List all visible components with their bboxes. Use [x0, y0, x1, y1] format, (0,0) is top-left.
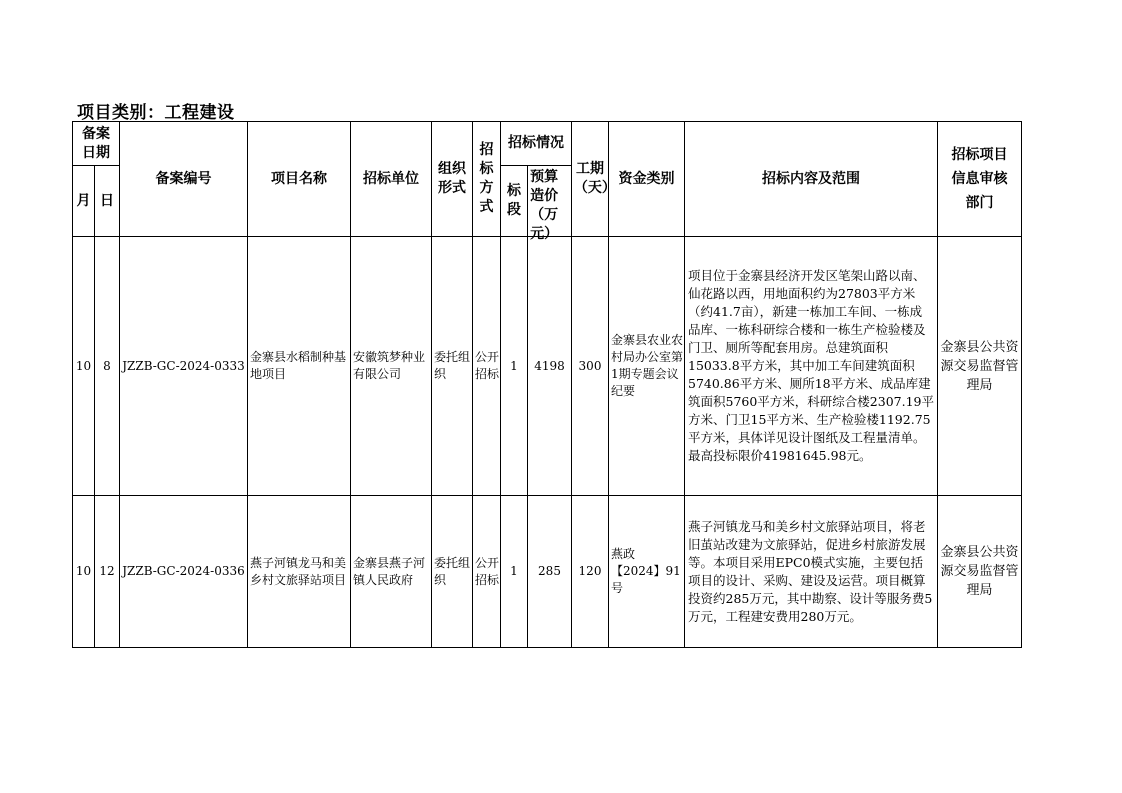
header-duration: 工期（天） [572, 122, 609, 237]
cell-project-name: 燕子河镇龙马和美乡村文旅驿站项目 [248, 496, 351, 648]
table-row [73, 237, 1022, 496]
header-record-date: 备案日期 [73, 122, 120, 166]
cell-org-form: 委托组织 [432, 496, 473, 648]
cell-record-no: JZZB-GC-2024-0333 [120, 237, 248, 496]
cell-duration: 120 [572, 496, 609, 648]
header-bid-info: 招标情况 [501, 122, 572, 166]
header-org-form: 组织形式 [432, 122, 473, 237]
header-day: 日 [95, 166, 120, 237]
cell-bid-method: 公开招标 [473, 496, 501, 648]
cell-section: 1 [501, 496, 528, 648]
cell-bid-method: 公开招标 [473, 237, 501, 496]
cell-month: 10 [73, 237, 95, 496]
cell-fund-type: 金寨县农业农村局办公室第1期专题会议纪要 [609, 237, 685, 496]
cell-tenderer: 金寨县燕子河镇人民政府 [351, 496, 432, 648]
header-scope: 招标内容及范围 [685, 122, 938, 237]
cell-section: 1 [501, 237, 528, 496]
cell-duration: 300 [572, 237, 609, 496]
header-section: 标段 [501, 166, 528, 237]
header-fund-type: 资金类别 [609, 122, 685, 237]
cell-day: 12 [95, 496, 120, 648]
cell-dept: 金寨县公共资源交易监督管理局 [938, 237, 1022, 496]
cell-day: 8 [95, 237, 120, 496]
cell-scope: 燕子河镇龙马和美乡村文旅驿站项目，将老旧茧站改建为文旅驿站，促进乡村旅游发展等。本项目采用EPC0模式实施，主要包括项目的设计、采购、建设及运营。项目概算投资约285万元，其中勘察、设计等服务费5万元，工程建安费用280万元。 [685, 496, 938, 648]
cell-scope: 项目位于金寨县经济开发区笔架山路以南、仙花路以西，用地面积约为27803平方米（约41.7亩），新建一栋加工车间、一栋成品库、一栋科研综合楼和一栋生产检验楼及门卫、厕所等配套用房。总建筑面积15033.8平方米，其中加工车间建筑面积5740.86平方米、厕所18平方米、成品库建筑面积5760平方米，科研综合楼2307.19平方米、门卫15平方米、生产检验楼1192.75平方米，具体详见设计图纸及工程量清单。最高投标限价41981645.98元。 [685, 237, 938, 496]
cell-budget: 4198 [528, 237, 572, 496]
cell-month: 10 [73, 496, 95, 648]
cell-budget: 285 [528, 496, 572, 648]
page-title: 项目类别：工程建设 [77, 103, 235, 123]
cell-record-no: JZZB-GC-2024-0336 [120, 496, 248, 648]
header-dept: 招标项目信息审核部门 [938, 122, 1022, 237]
cell-fund-type: 燕政【2024】91号 [609, 496, 685, 648]
cell-dept: 金寨县公共资源交易监督管理局 [938, 496, 1022, 648]
header-month: 月 [73, 166, 95, 237]
cell-tenderer: 安徽筑梦种业有限公司 [351, 237, 432, 496]
header-tenderer: 招标单位 [351, 122, 432, 237]
header-budget: 预算造价（万元） [528, 166, 572, 237]
header-bid-method: 招标方式 [473, 122, 501, 237]
table-row [73, 496, 1022, 648]
header-project-name: 项目名称 [248, 122, 351, 237]
header-record-no: 备案编号 [120, 122, 248, 237]
cell-project-name: 金寨县水稻制种基地项目 [248, 237, 351, 496]
project-table [72, 121, 1022, 648]
cell-org-form: 委托组织 [432, 237, 473, 496]
